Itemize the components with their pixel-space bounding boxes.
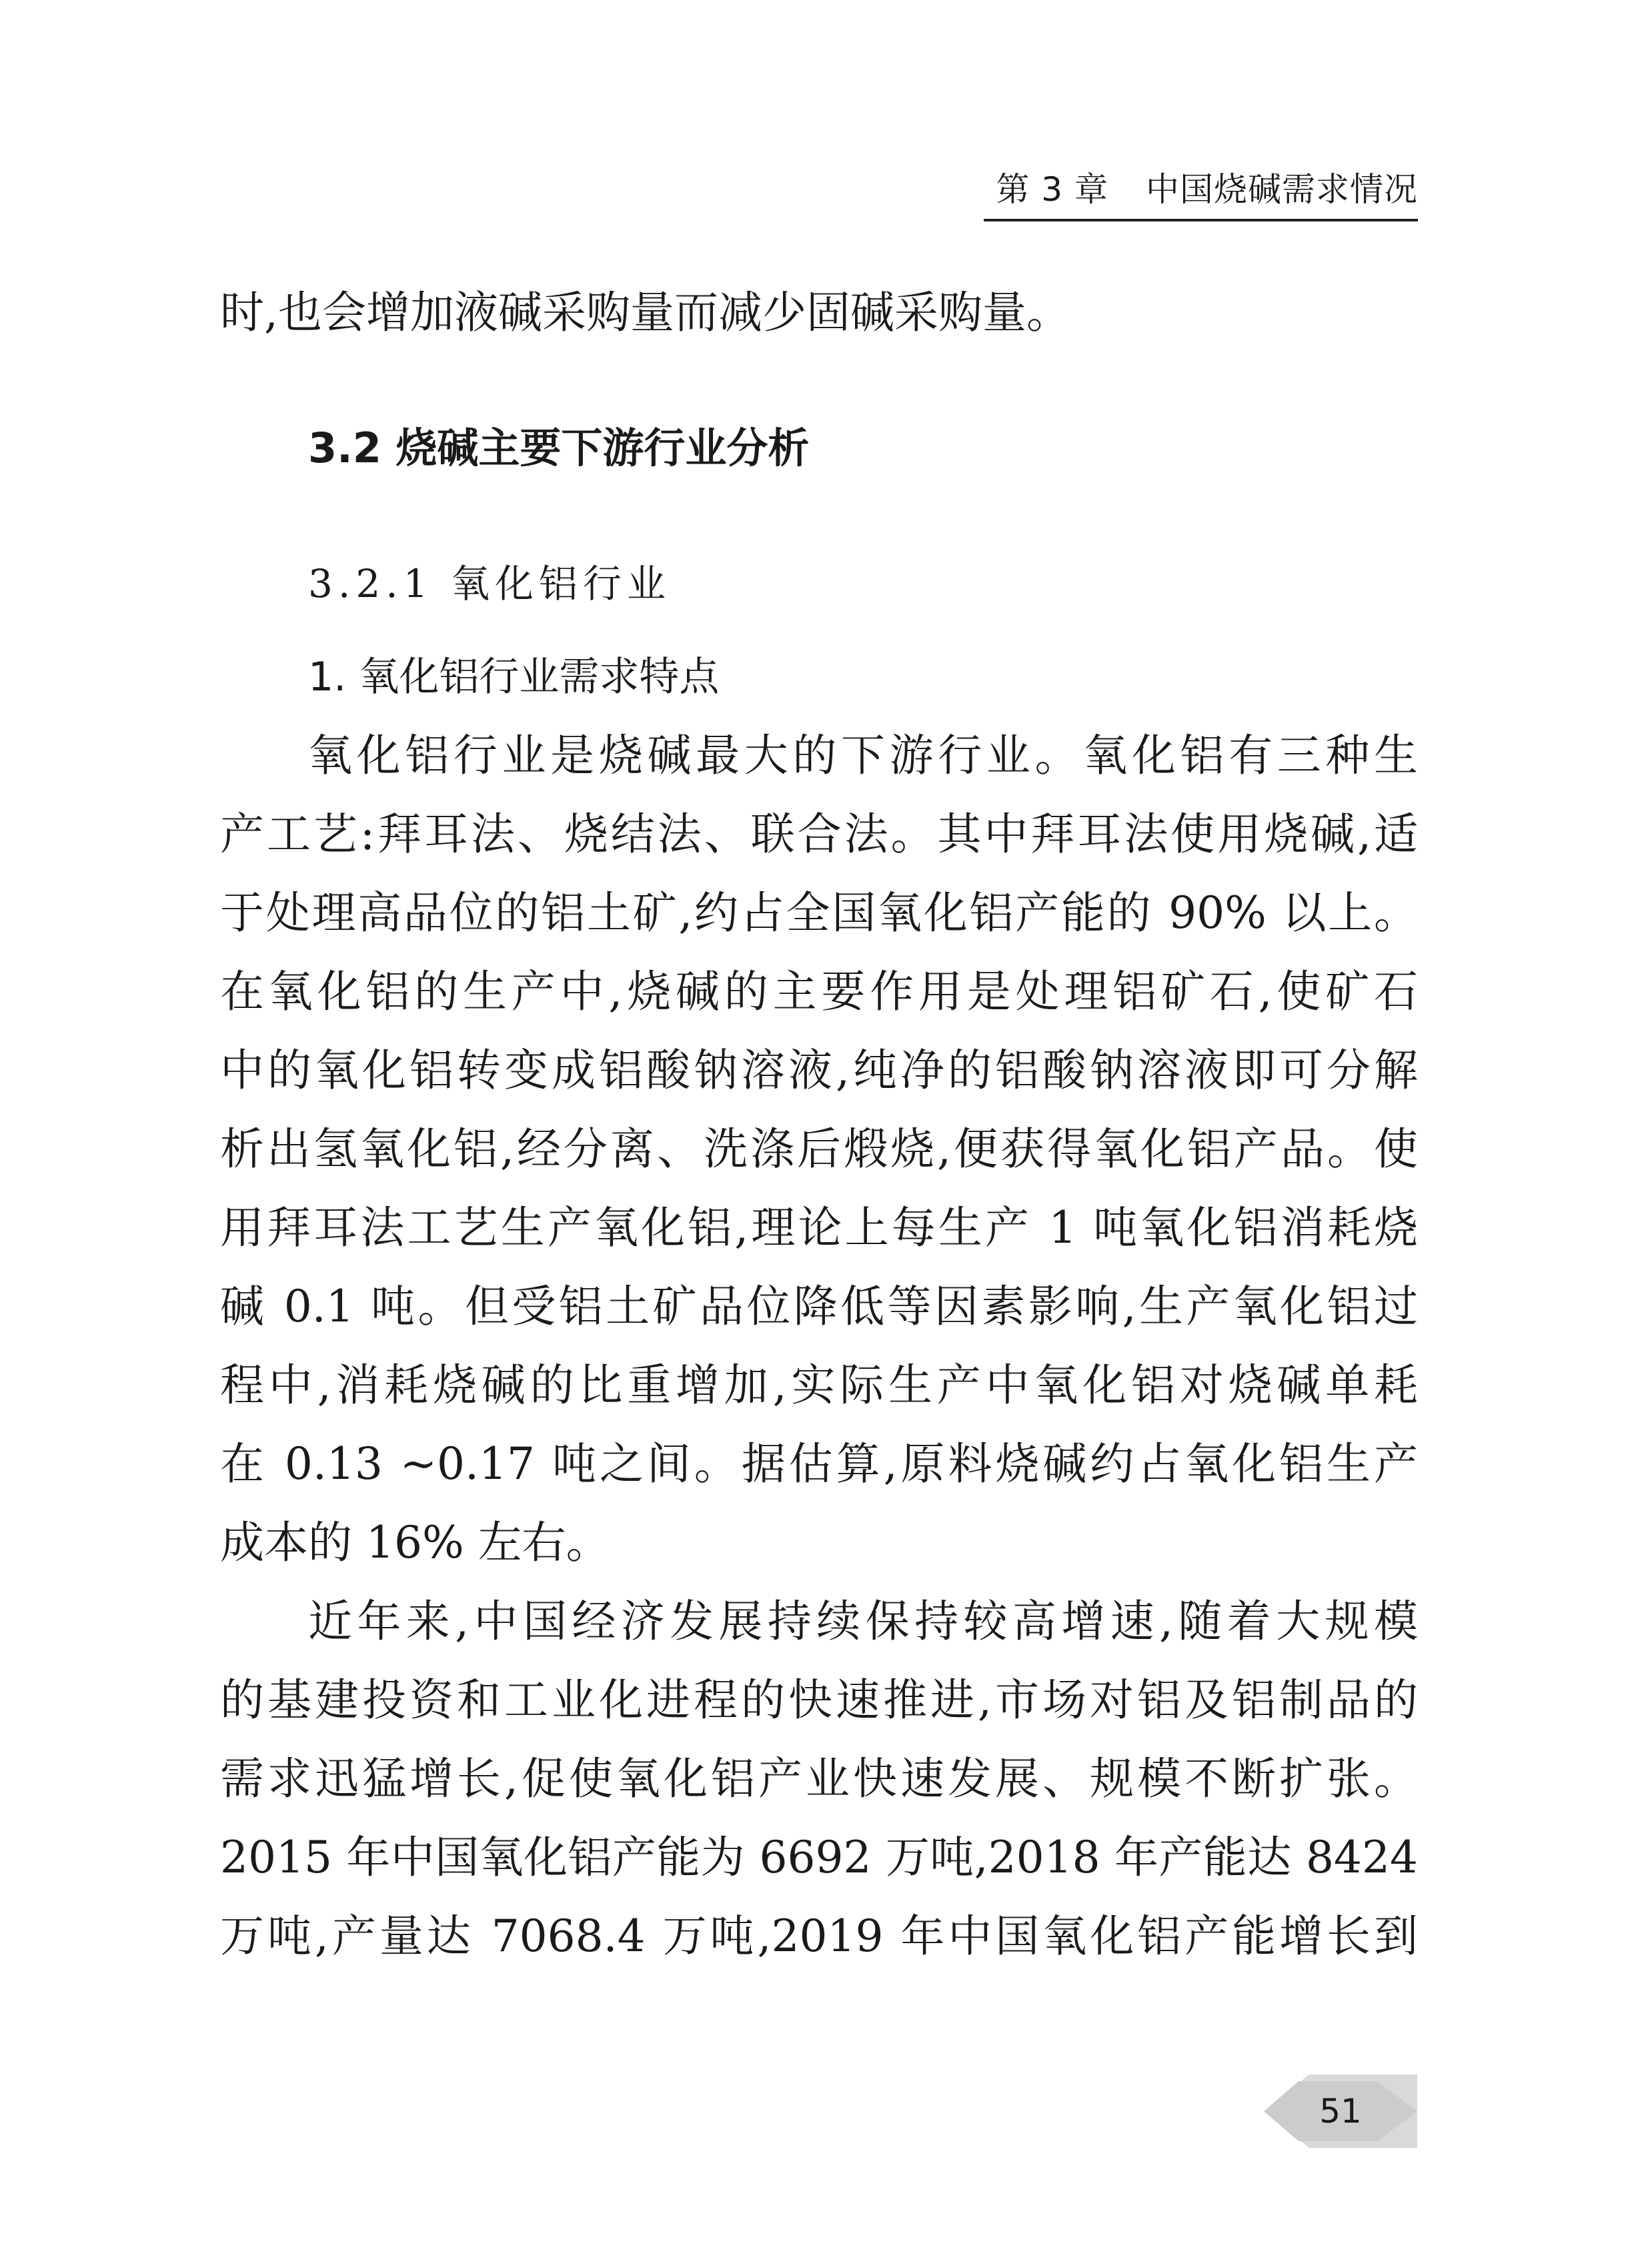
paragraph-line: 析出氢氧化铝,经分离、洗涤后煅烧,便获得氧化铝产品。使 xyxy=(220,1123,1418,1175)
paragraph-line: 万吨,产量达 7068.4 万吨,2019 年中国氧化铝产能增长到 xyxy=(220,1910,1418,1962)
paragraph-line: 成本的 16% 左右。 xyxy=(220,1517,610,1568)
paragraph-line: 于处理高品位的铝土矿,约占全国氧化铝产能的 90% 以上。 xyxy=(220,887,1418,939)
paragraph-line: 在氧化铝的生产中,烧碱的主要作用是处理铝矿石,使矿石 xyxy=(220,966,1418,1017)
page-number-badge xyxy=(1264,2075,1417,2148)
chapter-number: 第 3 章 xyxy=(996,170,1108,209)
item-heading: 1. 氧化铝行业需求特点 xyxy=(308,654,720,700)
paragraph-line: 近年来,中国经济发展持续保持较高增速,随着大规模 xyxy=(308,1596,1418,1647)
paragraph-line: 中的氧化铝转变成铝酸钠溶液,纯净的铝酸钠溶液即可分解 xyxy=(220,1045,1418,1096)
page-number: 51 xyxy=(1319,2092,1362,2131)
paragraph-line: 需求迅猛增长,促使氧化铝产业快速发展、规模不断扩张。 xyxy=(220,1753,1418,1804)
page-body xyxy=(220,273,1418,1976)
chapter-title: 中国烧碱需求情况 xyxy=(1146,170,1418,209)
paragraph-line: 用拜耳法工艺生产氧化铝,理论上每生产 1 吨氧化铝消耗烧 xyxy=(220,1202,1418,1253)
header-rule xyxy=(984,219,1418,221)
paragraph-line: 的基建投资和工业化进程的快速推进,市场对铝及铝制品的 xyxy=(220,1674,1418,1726)
running-header xyxy=(996,168,1418,211)
paragraph-line: 氧化铝行业是烧碱最大的下游行业。氧化铝有三种生 xyxy=(308,730,1418,781)
paragraph-2 xyxy=(220,1582,1418,1976)
paragraph-line: 产工艺:拜耳法、烧结法、联合法。其中拜耳法使用烧碱,适 xyxy=(220,808,1418,860)
subsection-heading: 3.2.1 氧化铝行业 xyxy=(308,561,672,606)
paragraph-line: 程中,消耗烧碱的比重增加,实际生产中氧化铝对烧碱单耗 xyxy=(220,1359,1418,1411)
paragraph-line: 碱 0.1 吨。但受铝土矿品位降低等因素影响,生产氧化铝过 xyxy=(220,1281,1418,1332)
section-heading: 3.2 烧碱主要下游行业分析 xyxy=(308,424,810,472)
continuation-text: 时,也会增加液碱采购量而减少固碱采购量。 xyxy=(220,287,1070,338)
paragraph-line: 2015 年中国氧化铝产能为 6692 万吨,2018 年产能达 8424 xyxy=(220,1832,1418,1883)
paragraph-line: 在 0.13 ~0.17 吨之间。据估算,原料烧碱约占氧化铝生产 xyxy=(220,1438,1418,1490)
paragraph-1 xyxy=(220,716,1418,1582)
